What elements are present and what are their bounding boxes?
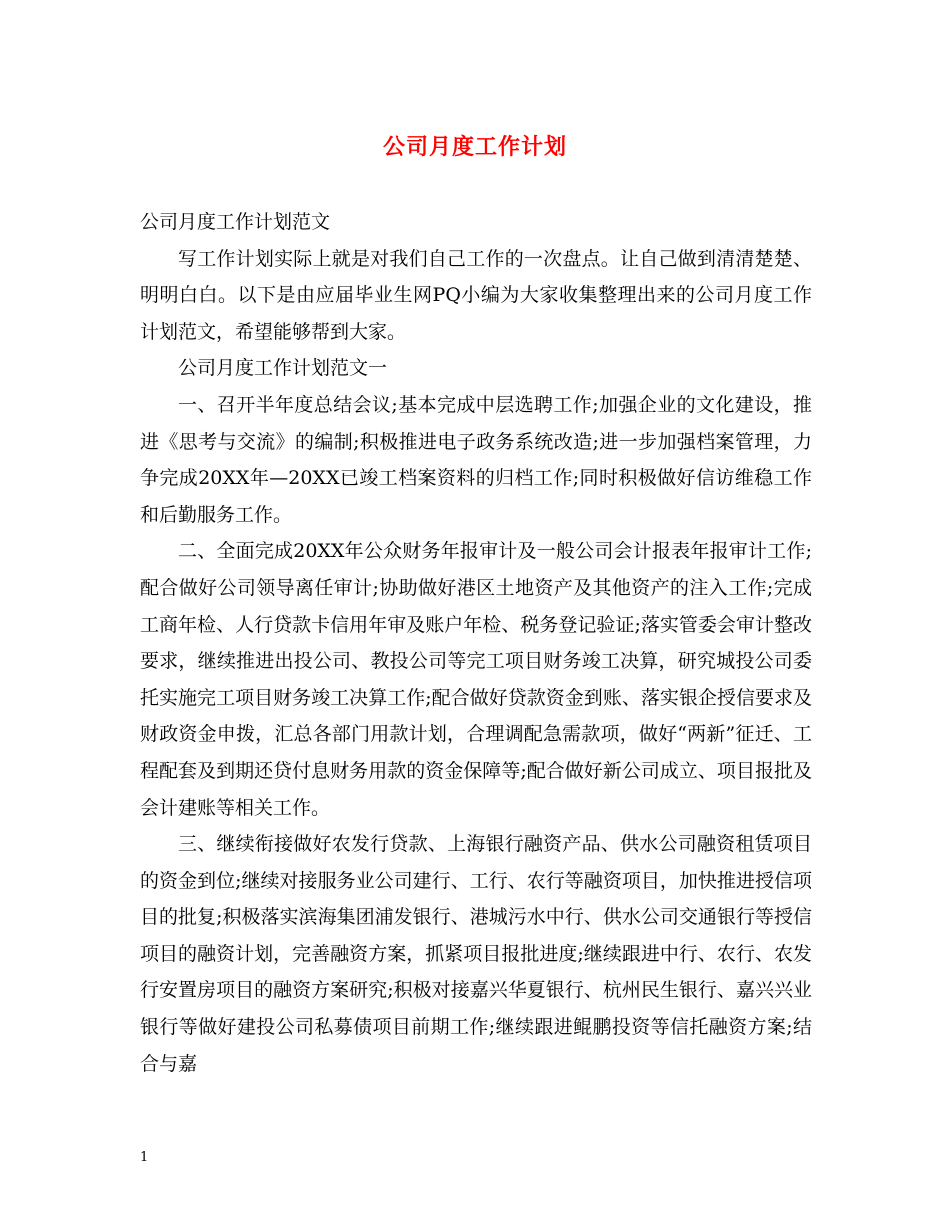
paragraph: 公司月度工作计划范文一 [178,357,388,380]
page-number: 1 [140,1150,149,1165]
paragraph: 三、继续衔接做好农发行贷款、上海银行融资产品、供水公司融资租赁项目的资金到位;继续对接服务业公司建行、工行、农行等融资项目，加快推进授信项目的批复;积极落实滨海集团浦发银行、港城污水中行、供水公司交通银行等授信项目的融资计划，完善融资方案，抓紧项目报批进度;继续跟进中行、农行、农发行安置房项目的融资方案研究;积极对接嘉兴华夏银行、杭州民生银行、嘉兴兴业银行等做好建投公司私募债项目前期工作;继续跟进鲲鹏投资等信托融资方案;结合与嘉 [140,833,812,1075]
paragraph: 一、召开半年度总结会议;基本完成中层选聘工作;加强企业的文化建设，推进《思考与交流》的编制;积极推进电子政务系统改造;进一步加强档案管理，力争完成20XX年—20XX已竣工档案资料的归档工作;同时积极做好信访维稳工作和后勤服务工作。 [140,393,812,526]
document-body [140,204,812,1082]
document-title: 公司月度工作计划 [382,134,567,160]
paragraph: 二、全面完成20XX年公众财务年报审计及一般公司会计报表年报审计工作;配合做好公司领导离任审计;协助做好港区土地资产及其他资产的注入工作;完成工商年检、人行贷款卡信用年审及账户年检、税务登记验证;落实管委会审计整改要求，继续推进出投公司、教投公司等完工项目财务竣工决算，研究城投公司委托实施完工项目财务竣工决算工作;配合做好贷款资金到账、落实银企授信要求及财政资金申拨，汇总各部门用款计划，合理调配急需款项，做好“两新”征迁、工程配套及到期还贷付息财务用款的资金保障等;配合做好新公司成立、项目报批及会计建账等相关工作。 [140,540,812,819]
paragraph: 公司月度工作计划范文 [140,211,331,233]
paragraph: 写工作计划实际上就是对我们自己工作的一次盘点。让自己做到清清楚楚、明明白白。以下是由应届毕业生网PQ小编为大家收集整理出来的公司月度工作计划范文，希望能够帮到大家。 [140,247,812,343]
